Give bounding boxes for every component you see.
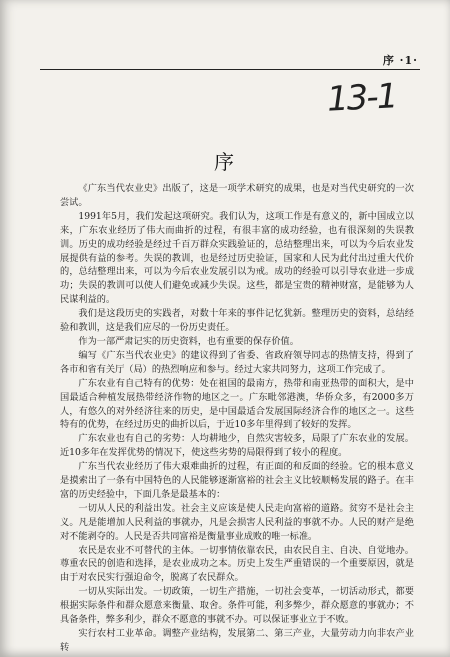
paragraph: 农民是农业不可替代的主体。一切事情依靠农民，由农民自主、自决、自觉地办。尊重农民的创造和选择，是农业成功之本。历史上发生严重错误的一个重要原因，就是由于对农民实行强迫命令，脱离了农民群众。 (60, 544, 414, 584)
paragraph: 作为一部严肃记实的历史资料，也有重要的保存价值。 (78, 335, 299, 347)
page-title: 序 (214, 150, 236, 174)
header-rule (40, 69, 420, 70)
handwritten-page-mark: 13-1 (325, 76, 397, 120)
paragraph: 广东农业也有自己的劣势：人均耕地少，自然灾害较多，局限了广东农业的发展。近10多年在发挥优势的情况下，使这些劣势的局限得到了较小的程度。 (60, 433, 414, 459)
paragraph: 广东农业有自己特有的优势：处在祖国的最南方，热带和南亚热带的面积大，是中国最适合种植发展热带经济作物的地区之一。广东毗邻港澳，华侨众多，有2000多万人，有悠久的对外经济往来的历史，是中国最适合发展国际经济合作的地区之一。这些特有的优势，在经过历史的曲折以后，于近10多年里得到了较好的发挥。 (60, 377, 414, 431)
paragraph: 实行农村工业革命。调整产业结构，发展第二、第三产业，大量劳动力向非农产业转 (60, 628, 414, 653)
paragraph: 广东当代农业经历了伟大艰难曲折的过程，有正面的和反面的经验。它的根本意义是摸索出了一条有中国特色的人民能够逐渐富裕的社会主义比较顺畅发展的路子。在丰富的历史经验中，下面几条是最基本的： (60, 461, 414, 500)
paragraph: 我们是这段历史的实践者，对数十年来的事件记忆犹新。整理历史的资料，总结经验和教训，这是我们应尽的一份历史责任。 (60, 308, 414, 334)
paragraph: 《广东当代农业史》出版了，这是一项学术研究的成果，也是对当代史研究的一次尝试。 (60, 183, 414, 208)
body-text (60, 182, 414, 655)
running-head: 序 ·1· (382, 54, 418, 67)
paragraph: 一切从人民的利益出发。社会主义应该是使人民走向富裕的道路。贫穷不是社会主义。凡是能增加人民利益的事就办，凡是会损害人民利益的事就不办。人民的财产是绝对不能剥夺的。人民是否共同富裕是衡量事业成败的唯一标准。 (60, 502, 414, 542)
paragraph: 1991年5月，我们发起这项研究。我们认为，这项工作是有意义的，新中国成立以来，广东农业经历了伟大而曲折的过程，有很丰富的成功经验，也有很深刻的失误教训。历史的成功经验是经过千百万群众实践验证的，总结整理出来，可以为今后农业发展提供有益的参考。失误的教训，也是经过历史验证，国家和人民为此付出过重大代价的，总结整理出来，可以为今后农业发展引以为戒。成功的经验可以引导农业进一步成功；失误的教训可以使人们避免或减少失误。这些，都是宝贵的精神财富，是能够为人民谋利益的。 (60, 210, 414, 306)
paragraph: 编写《广东当代农业史》的建议得到了省委、省政府领导同志的热情支持，得到了各市和省有关厅（局）的热烈响应和参与。经过大家共同努力，这项工作完成了。 (60, 349, 414, 375)
paragraph: 一切从实际出发。一切政策，一切生产措施，一切社会变革，一切活动形式，都要根据实际条件和群众愿意来衡量、取舍。条件可能，利多弊少，群众愿意的事就办；不具备条件，弊多利少，群众不愿意的事就不办。可以保证事业立于不败。 (60, 586, 414, 626)
